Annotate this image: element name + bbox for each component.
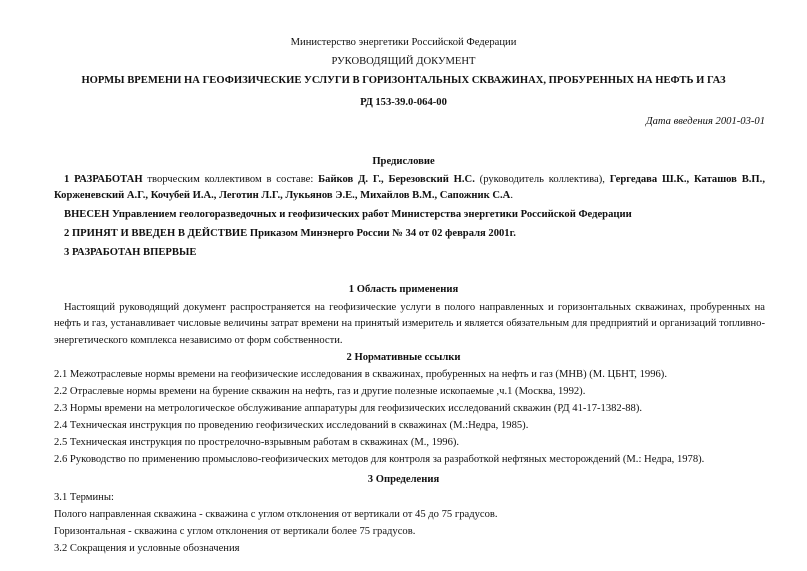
introduction-date: Дата введения 2001-03-01 xyxy=(645,116,765,127)
accepted-text: Приказом Минэнерго России № 34 от 02 февраля 2001г. xyxy=(249,228,516,239)
preface-heading: Предисловие xyxy=(372,156,435,167)
developed-text: творческим коллективом в составе: xyxy=(147,174,314,185)
section-1-text: Настоящий руководящий документ распространяется на геофизические услуги в полого направленных и горизонтальных скважинах, пробуренных на нефть и газ, устанавливает числовые величины затрат времени на принятый измеритель и является обязательным для предприятий и организаций топливно-энергетического комплекса независимо от форм собственности. xyxy=(54,302,765,346)
definition-item: 3.2 Сокращения и условные обозначения xyxy=(54,543,240,554)
reference-item: 2.4 Техническая инструкция по проведению геофизических исследований в скважинах (М.:Недра, 1985). xyxy=(54,420,529,431)
document-type: РУКОВОДЯЩИЙ ДОКУМЕНТ xyxy=(331,56,476,67)
section-2-heading: 2 Нормативные ссылки xyxy=(346,352,461,363)
reference-item: 2.3 Нормы времени на метрологическое обслуживание аппаратуры для геофизических исследований скважин (РД 41-17-1382-88). xyxy=(54,403,643,414)
reference-item: 2.2 Отраслевые нормы времени на бурение скважин на нефть, газ и другие полезные ископаемые ,ч.1 (Москва, 1992). xyxy=(54,386,586,397)
authors-first: Байков Д. Г., Березовский Н.С. xyxy=(318,174,475,185)
section-1-heading: 1 Область применения xyxy=(348,284,459,295)
authors-end: . xyxy=(510,190,513,202)
definition-item: Горизонтальная - скважина с углом отклонения от вертикали более 75 градусов. xyxy=(54,526,416,537)
reference-item: 2.1 Межотраслевые нормы времени на геофизические исследования в скважинах, пробуренных на нефть и газ (МНВ) (М. ЦБНТ, 1996). xyxy=(54,369,667,380)
ministry-line: Министерство энергетики Российской Федерации xyxy=(290,37,517,48)
preface-accepted xyxy=(64,227,516,241)
section-3-heading: 3 Определения xyxy=(367,474,440,485)
reference-item: 2.6 Руководство по применению промыслово-геофизических методов для контроля за разработкой нефтяных месторождений (М.: Недра, 1978). xyxy=(54,454,705,465)
preface-introduced: ВНЕСЕН Управлением геологоразведочных и геофизических работ Министерства энергетики Российской Федерации xyxy=(64,209,632,220)
preface-developers xyxy=(54,172,765,205)
definition-item: 3.1 Термины: xyxy=(54,492,114,503)
reference-item: 2.5 Техническая инструкция по прострелочно-взрывным работам в скважинах (М., 1996). xyxy=(54,437,460,448)
preface-first-time: 3 РАЗРАБОТАН ВПЕРВЫЕ xyxy=(64,247,197,258)
authors-rest: Гергедава Ш.К., Каташов В.П., Корженевский А.Г., Кочубей И.А., Леготин Л.Г., Лукьянов Э.Е., Михайлов В.М., Сапожник С.А xyxy=(54,174,765,202)
document-code: РД 153-39.0-064-00 xyxy=(360,97,447,108)
document-title: НОРМЫ ВРЕМЕНИ НА ГЕОФИЗИЧЕСКИЕ УСЛУГИ В ГОРИЗОНТАЛЬНЫХ СКВАЖИНАХ, ПРОБУРЕННЫХ НА НЕФТЬ И ГАЗ xyxy=(81,75,726,86)
definition-item: Полого направленная скважина - скважина с углом отклонения от вертикали от 45 до 75 градусов. xyxy=(54,509,498,520)
developed-label: 1 РАЗРАБОТАН xyxy=(64,174,143,185)
author-note: (руководитель коллектива), xyxy=(479,174,605,185)
accepted-label: 2 ПРИНЯТ И ВВЕДЕН В ДЕЙСТВИЕ xyxy=(64,228,248,239)
